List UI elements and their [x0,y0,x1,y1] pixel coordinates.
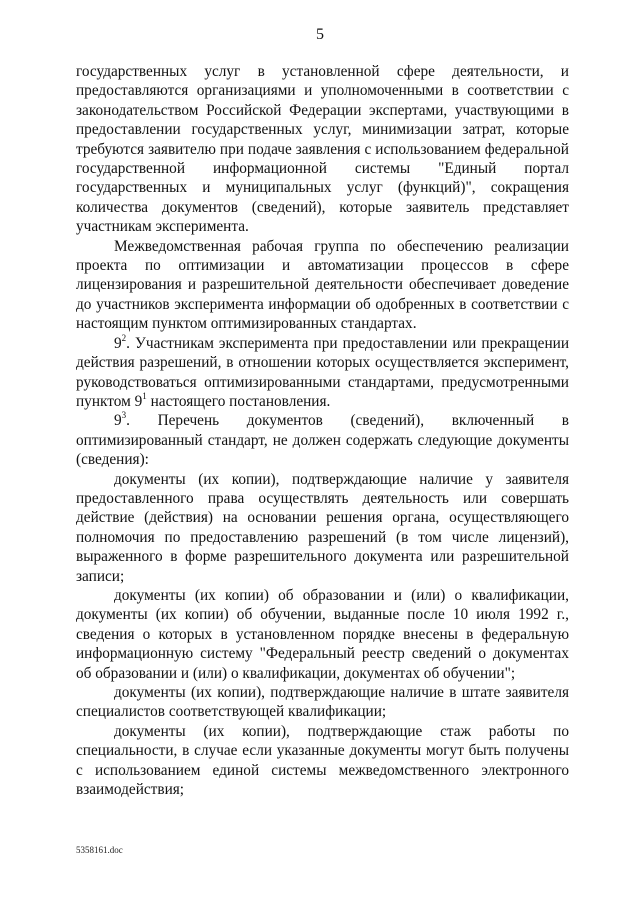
clause-superscript: 2 [121,332,127,343]
clause-superscript: 3 [121,410,127,421]
clause-reference: 9 [134,392,143,410]
document-body [76,62,569,799]
page-number: 5 [316,26,324,43]
paragraph-clause-9-2 [76,334,569,412]
clause-dot: . [126,334,130,352]
clause-number: 9 [114,412,122,430]
clause-text: Участникам эксперимента при предоставлении или прекращении действия разрешений, в отношении которых осуществляется эксперимент, руководствоваться оптимизированными стандартами, предусмотренными пунктом [76,334,569,410]
clause-dot: . [126,412,130,430]
clause-reference-superscript: 1 [142,390,147,401]
clause-text-end: настоящего постановления. [150,392,331,410]
list-item-license-documents: документы (их копии), подтверждающие наличие у заявителя предоставленного права осуществлять деятельность или совершать действие (действия) на основании решения органа, осуществляющего полномочия по предоставлению разрешений (в том числе лицензий), выраженного в форме разрешительного документа или разрешительной записи; [76,470,569,585]
paragraph-clause-9-3 [76,411,569,469]
paragraph-continuation: государственных услуг в установленной сфере деятельности, и предоставляются организациями и уполномоченными в соответствии с законодательством Российской Федерации экспертами, участвующими в предоставлении государственных услуг, минимизации затрат, которые требуются заявителю при подаче заявления с использованием федеральной государственной информационной системы "Единый портал государственных и муниципальных услуг (функций)", сокращения количества документов (сведений), которые заявитель представляет участникам эксперимента. [76,63,569,236]
list-item-education-documents: документы (их копии) об образовании и (или) о квалификации, документы (их копии) об обучении, выданные после 10 июля 1992 г., сведения о которых в установленном порядке внесены в федеральную информационную систему "Федеральный реестр сведений о документах об образовании и (или) о квалификации, документах об обучении"; [76,586,569,682]
footer-filename: 5358161.doc [76,845,123,855]
clause-text: Перечень документов (сведений), включенный в оптимизированный стандарт, не должен содержать следующие документы (сведения): [76,412,569,469]
list-item-staff-documents: документы (их копии), подтверждающие наличие в штате заявителя специалистов соответствующей квалификации; [76,684,569,721]
paragraph-working-group: Межведомственная рабочая группа по обеспечению реализации проекта по оптимизации и автоматизации процессов в сфере лицензирования и разрешительной деятельности обеспечивает доведение до участников эксперимента информации об одобренных в соответствии с настоящим пунктом оптимизированных стандартах. [76,237,569,333]
clause-number: 9 [114,334,122,352]
list-item-experience-documents: документы (их копии), подтверждающие стаж работы по специальности, в случае если указанные документы могут быть получены с использованием единой системы межведомственного электронного взаимодействия; [76,722,569,799]
